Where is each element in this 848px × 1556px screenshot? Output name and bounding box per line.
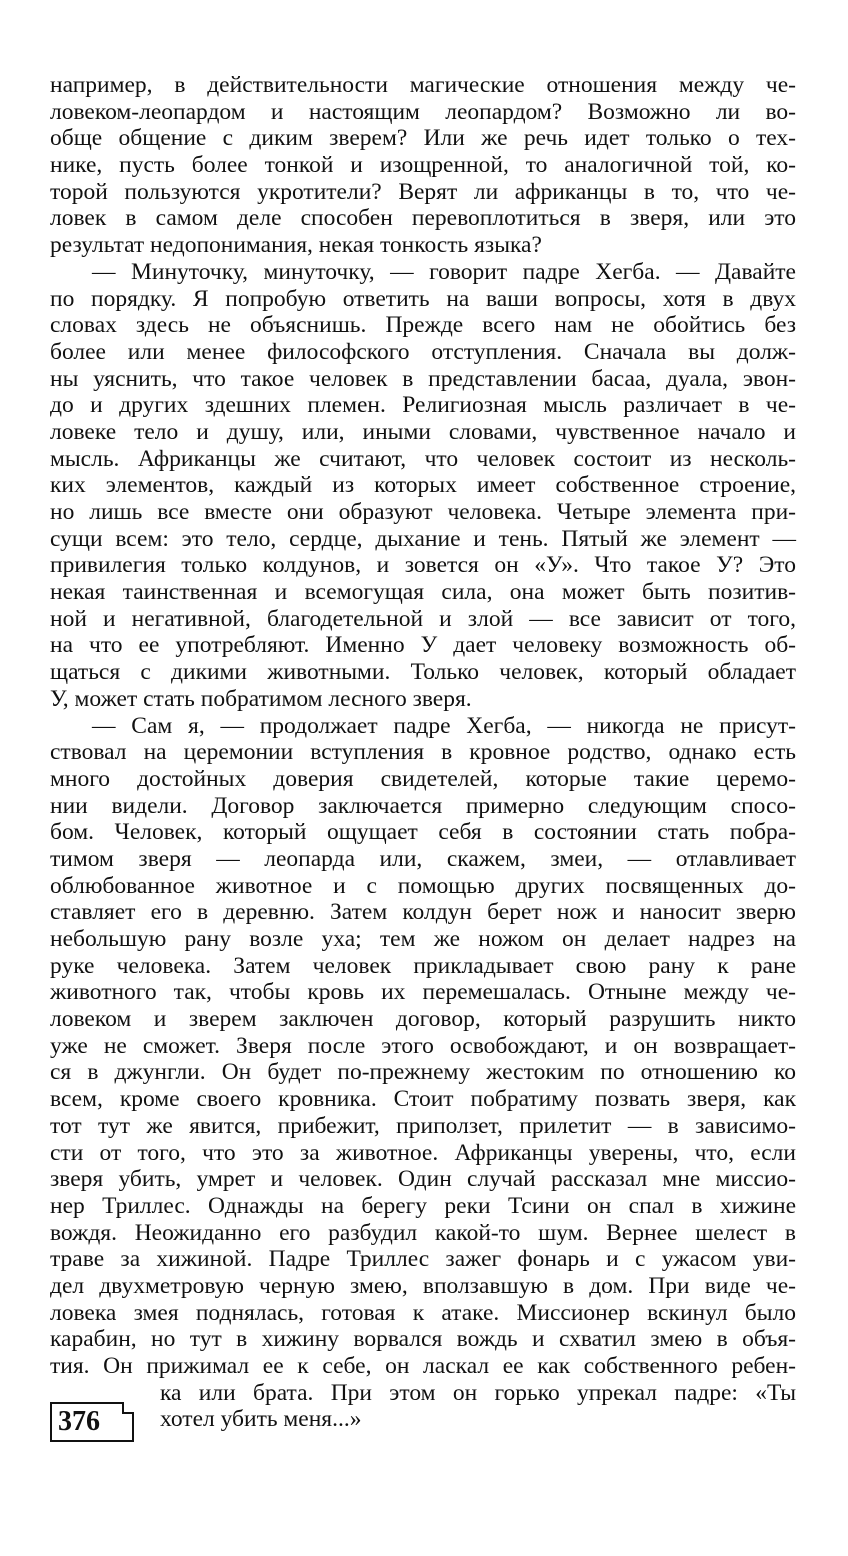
text-line: словах здесь не объяснишь. Прежде всего нам не обойтись без [50, 312, 796, 339]
text-line: хотел убить меня...» [160, 1406, 362, 1433]
text-line: бом. Человек, который ощущает себя в состоянии стать побра- [50, 819, 796, 846]
text-line: например, в действительности магические отношения между че- [50, 72, 796, 98]
text-line: руке человека. Затем человек прикладывает свою рану к ране [50, 952, 796, 979]
text-line: небольшую рану возле уха; тем же ножом он делает надрез на [50, 926, 796, 952]
text-line: вождя. Неожиданно его разбудил какой-то шум. Вернее шелест в [50, 1219, 796, 1246]
text-line: результат недопонимания, некая тонкость языка? [50, 232, 542, 259]
text-line: тимом зверя — леопарда или, скажем, змеи, — отлавливает [50, 845, 796, 872]
text-line: много достойных доверия свидетелей, которые такие церемо- [50, 765, 796, 792]
text-line: на что ее употребляют. Именно У дает человеку возможность об- [50, 632, 796, 659]
text-line: сти от того, что это за животное. Африканцы уверены, что, если [50, 1139, 796, 1166]
text-line: У, может стать побратимом лесного зверя. [50, 685, 472, 712]
text-line: траве за хижиной. Падре Триллес зажег фонарь и с ужасом уви- [50, 1246, 796, 1273]
text-line: животного так, чтобы кровь их перемешалась. Отныне между че- [50, 979, 796, 1006]
text-line: ствовал на церемонии вступления в кровное родство, однако есть [50, 739, 796, 766]
text-line: нике, пусть более тонкой и изощренной, то аналогичной той, ко- [50, 152, 796, 179]
text-line: ставляет его в деревню. Затем колдун берет нож и наносит зверю [50, 899, 796, 926]
text-line: ких элементов, каждый из которых имеет собственное строение, [50, 472, 796, 499]
text-line: ловеком-леопардом и настоящим леопардом? Возможно ли во- [50, 98, 796, 125]
text-line: но лишь все вместе они образуют человека. Четыре элемента при- [50, 499, 796, 525]
text-line: тия. Он прижимал ее к себе, он ласкал ее как собственного ребен- [50, 1353, 796, 1379]
text-line: до и других здешних племен. Религиозная мысль различает в че- [50, 392, 796, 419]
text-line: уже не сможет. Зверя после этого освобождают, и он возвращает- [50, 1032, 796, 1059]
text-line: дел двухметровую черную змею, вползавшую в дом. При виде че- [50, 1272, 796, 1299]
text-line: тот тут же явится, прибежит, приползет, прилетит — в зависимо- [50, 1112, 796, 1139]
text-line: щаться с дикими животными. Только человек, который обладает [50, 659, 796, 686]
text-line: ся в джунгли. Он будет по-прежнему жестоким по отношению ко [50, 1059, 796, 1086]
text-line: ной и негативной, благодетельной и злой — все зависит от того, [50, 605, 796, 632]
page-number: 376 [50, 1402, 134, 1442]
text-line: всем, кроме своего кровника. Стоит побратиму позвать зверя, как [50, 1086, 796, 1113]
text-line: карабин, но тут в хижину ворвался вождь и схватил змею в объя- [50, 1326, 796, 1353]
text-line: по порядку. Я попробую ответить на ваши вопросы, хотя в двух [50, 285, 796, 312]
text-line: обще общение с диким зверем? Или же речь идет только о тех- [50, 125, 796, 152]
text-line: — Сам я, — продолжает падре Хегба, — никогда не присут- [92, 712, 796, 739]
text-line: ловеке тело и душу, или, иными словами, чувственное начало и [50, 418, 796, 445]
text-line: ны уяснить, что такое человек в представлении басаа, дуала, эвон- [50, 365, 796, 392]
text-line: нии видели. Договор заключается примерно следующим спосо- [50, 792, 796, 819]
page-text [50, 72, 796, 1433]
text-line: ловеком и зверем заключен договор, который разрушить никто [50, 1006, 796, 1033]
text-line: сущи всем: это тело, сердце, дыхание и тень. Пятый же элемент — [50, 525, 796, 552]
text-line: ловека змея поднялась, готовая к атаке. Миссионер вскинул было [50, 1299, 796, 1326]
text-line: облюбованное животное и с помощью других посвященных до- [50, 872, 796, 899]
text-line: ловек в самом деле способен перевоплотиться в зверя, или это [50, 205, 796, 232]
text-line: более или менее философского отступления. Сначала вы долж- [50, 338, 796, 365]
text-line: нер Триллес. Однажды на берегу реки Тсини он спал в хижине [50, 1192, 796, 1219]
text-line: торой пользуются укротители? Верят ли африканцы в то, что че- [50, 178, 796, 205]
text-line: зверя убить, умрет и человек. Один случай рассказал мне миссио- [50, 1166, 796, 1193]
text-line: некая таинственная и всемогущая сила, она может быть позитив- [50, 579, 796, 606]
text-line: привилегия только колдунов, и зовется он «У». Что такое У? Это [50, 552, 796, 579]
text-line: — Минуточку, минуточку, — говорит падре Хегба. — Давайте [92, 258, 796, 285]
text-line: мысль. Африканцы же считают, что человек состоит из несколь- [50, 445, 796, 472]
text-line: ка или брата. При этом он горько упрекал падре: «Ты [160, 1379, 796, 1406]
